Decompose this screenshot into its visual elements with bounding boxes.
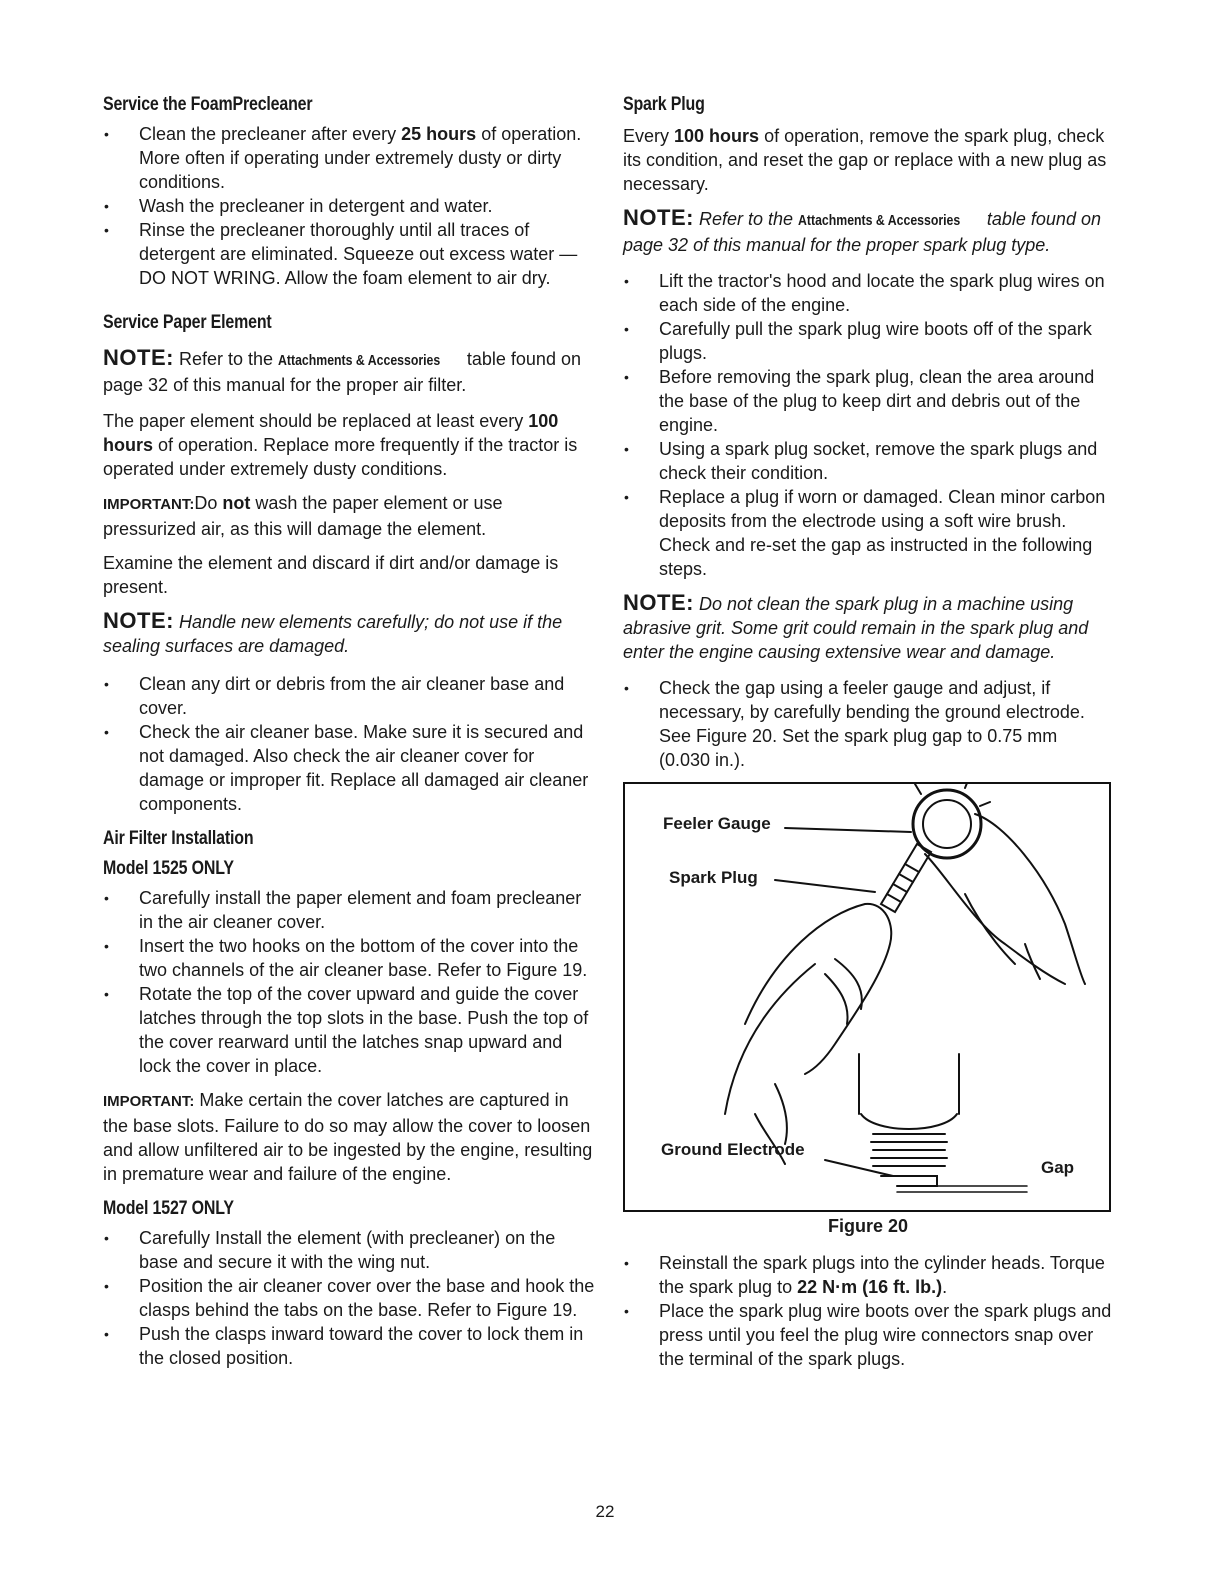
note-handle-carefully: NOTE: Handle new elements carefully; do not use if the sealing surfaces are damaged. [103, 608, 563, 656]
list-item: • Rotate the top of the cover upward and guide the cover latches through the top slots in the base. Push the top of the cover rearward until the latches snap upward and lock the cover in place. [103, 982, 595, 1078]
list-item: • Lift the tractor's hood and locate the spark plug wires on each side of the engine. [623, 269, 1113, 317]
list-item: • Before removing the spark plug, clean the area around the base of the plug to keep dirt and debris out of the engine. [623, 365, 1113, 437]
list-item: • Position the air cleaner cover over the base and hook the clasps behind the tabs on the base. Refer to Figure 19. [103, 1274, 595, 1322]
list-item: • Place the spark plug wire boots over the spark plugs and press until you feel the plug wire connectors snap over the terminal of the spark plugs. [623, 1299, 1113, 1371]
important-cover-latches: IMPORTANT: Make certain the cover latches are captured in the base slots. Failure to do so may allow the cover to loosen and allow unfiltered air to be ingested by the engine, resulting in premature wear and failure of the engine. [103, 1090, 593, 1184]
paragraph-every-100-hours: Every 100 hours of operation, remove the spark plug, check its condition, and reset the gap or replace with a new plug as necessary. [623, 126, 1107, 194]
paragraph-examine: Examine the element and discard if dirt and/or damage is present. [103, 553, 559, 597]
paper-bullets [103, 672, 595, 816]
spark-bullets-2 [623, 676, 1113, 772]
list-item: • Insert the two hooks on the bottom of the cover into the two channels of the air cleaner base. Refer to Figure 19. [103, 934, 595, 982]
right-column [623, 92, 1113, 1381]
list-item: • Carefully install the paper element and foam precleaner in the air cleaner cover. [103, 886, 595, 934]
spark-bullets-3 [623, 1251, 1113, 1371]
heading-model-1527: Model 1527 ONLY [103, 1198, 234, 1219]
heading-spark-plug: Spark Plug [623, 94, 705, 115]
list-item: • Replace a plug if worn or damaged. Clean minor carbon deposits from the electrode using a soft wire brush. Check and re-set the gap as instructed in the following steps. [623, 485, 1113, 581]
model-1525-bullets [103, 886, 595, 1078]
list-item: • Check the gap using a feeler gauge and adjust, if necessary, by carefully bending the ground electrode. See Figure 20. Set the spark plug gap to 0.75 mm (0.030 in.). [623, 676, 1113, 772]
note-spark-plug-type: NOTE: Refer to the Attachments & Accessories table found on page 32 of this manual for the proper spark plug type. [623, 205, 1101, 255]
paragraph-replace-interval: The paper element should be replaced at least every 100 hours of operation. Replace more frequently if the tractor is operated under extremely dusty conditions. [103, 411, 578, 479]
heading-air-filter-installation: Air Filter Installation [103, 828, 254, 849]
label-spark-plug: Spark Plug [669, 868, 758, 887]
label-gap: Gap [1041, 1158, 1075, 1177]
heading-service-paper-element: Service Paper Element [103, 312, 272, 333]
list-item: • Clean the precleaner after every 25 hours of operation. More often if operating under extremely dusty or dirty conditions. [103, 122, 595, 194]
figure-20-illustration [623, 782, 1111, 1212]
spark-bullets-1 [623, 269, 1113, 581]
important-do-not-wash: IMPORTANT:Do not wash the paper element or use pressurized air, as this will damage the element. [103, 493, 503, 539]
page-number: 22 [595, 1502, 615, 1521]
note-abrasive-grit: NOTE: Do not clean the spark plug in a machine using abrasive grit. Some grit could remain in the spark plug and enter the engine causing extensive wear and damage. [623, 590, 1089, 662]
list-item: • Carefully pull the spark plug wire boots off of the spark plugs. [623, 317, 1113, 365]
list-item: • Push the clasps inward toward the cover to lock them in the closed position. [103, 1322, 595, 1370]
model-1527-bullets [103, 1226, 595, 1370]
label-ground-electrode: Ground Electrode [661, 1140, 805, 1159]
heading-service-foam-precleaner: Service the FoamPrecleaner [103, 94, 313, 115]
foam-bullets [103, 122, 595, 290]
list-item: • Carefully Install the element (with precleaner) on the base and secure it with the wing nut. [103, 1226, 595, 1274]
list-item: • Wash the precleaner in detergent and water. [103, 194, 595, 218]
heading-model-1525: Model 1525 ONLY [103, 858, 234, 879]
label-feeler-gauge: Feeler Gauge [663, 814, 771, 833]
figure-caption: Figure 20 [827, 1216, 909, 1236]
list-item: • Clean any dirt or debris from the air cleaner base and cover. [103, 672, 595, 720]
note-air-filter: NOTE: Refer to the Attachments & Accessories table found on page 32 of this manual for the proper air filter. [103, 345, 581, 395]
list-item: • Reinstall the spark plugs into the cylinder heads. Torque the spark plug to 22 N·m (16 ft. lb.). [623, 1251, 1113, 1299]
list-item: • Rinse the precleaner thoroughly until all traces of detergent are eliminated. Squeeze out excess water — DO NOT WRING. Allow the foam element to air dry. [103, 218, 595, 290]
left-column [103, 92, 595, 1380]
list-item: • Check the air cleaner base. Make sure it is secured and not damaged. Also check the air cleaner cover for damage or improper fit. Replace all damaged air cleaner components. [103, 720, 595, 816]
list-item: • Using a spark plug socket, remove the spark plugs and check their condition. [623, 437, 1113, 485]
